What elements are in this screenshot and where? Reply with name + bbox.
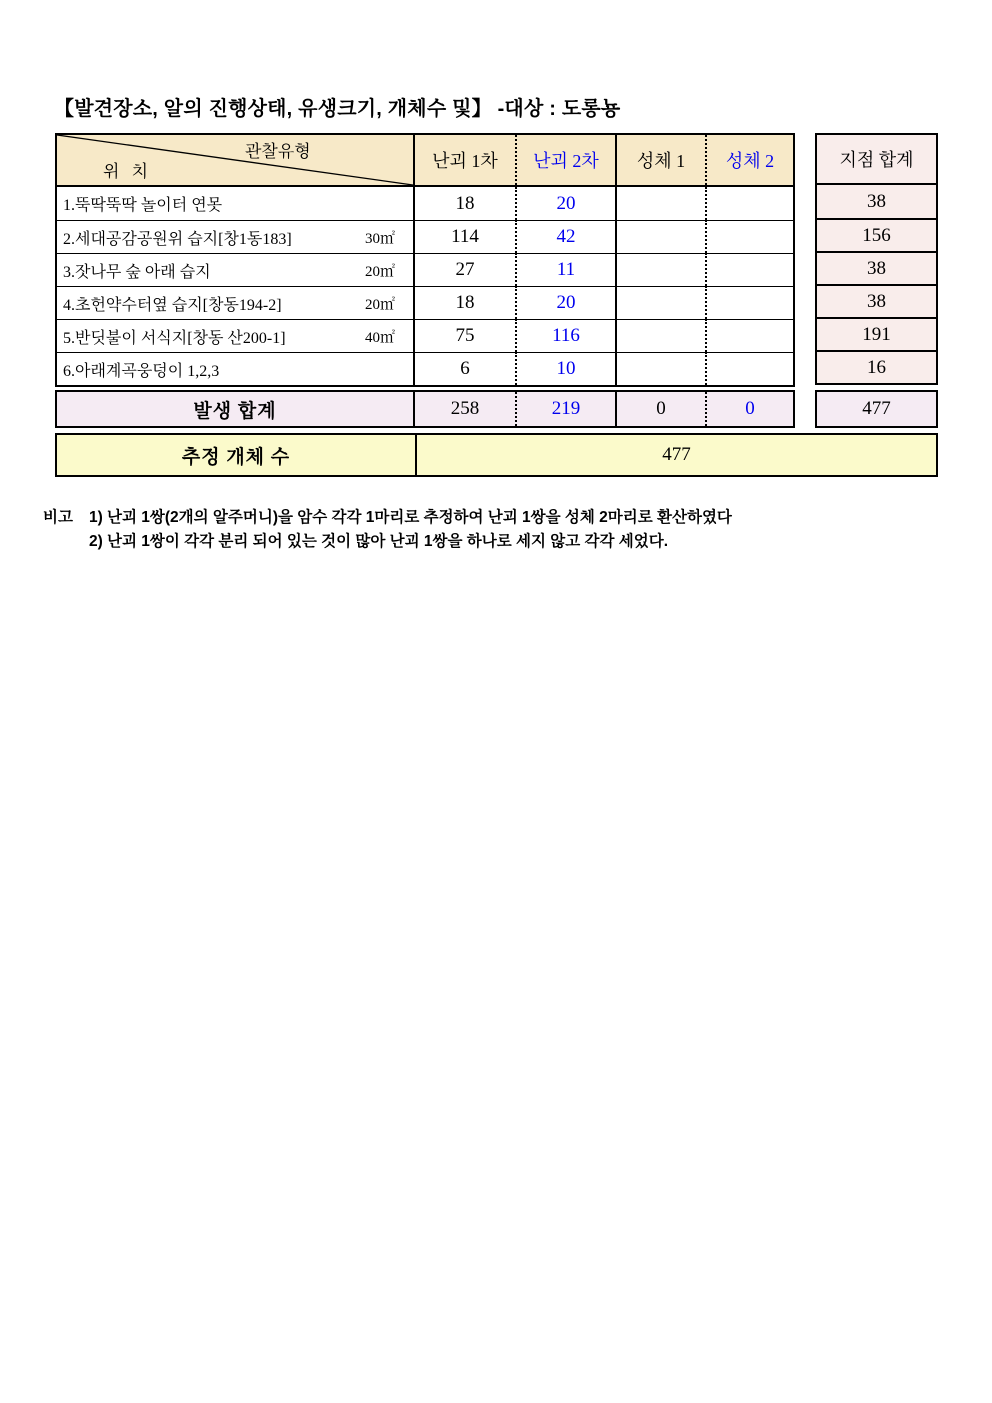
adult1-value [615,319,705,352]
estimated-count-label: 추정 개체 수 [57,435,417,475]
location-cell [57,187,413,220]
location-area: 20㎡ [364,263,395,280]
egg2-value: 20 [515,286,615,319]
egg1-value: 114 [413,220,515,253]
corner-header-cell [57,135,413,185]
location-area: 30㎡ [364,230,395,247]
column-header-egg1: 난괴 1차 [413,135,515,185]
location-cell [57,352,413,385]
adult1-value [615,187,705,220]
corner-observation-type-label: 관찰유형 [245,142,311,161]
adult2-value [705,220,793,253]
site-total-value: 38 [817,185,936,218]
egg1-value: 18 [413,286,515,319]
adult2-value [705,187,793,220]
site-total-value: 38 [817,251,936,284]
egg2-value: 116 [515,319,615,352]
grand-total-label: 발생 합계 [193,400,277,422]
adult1-value [615,220,705,253]
table-row [57,253,793,286]
location-text: 1.뚝딱뚝딱 놀이터 연못 [63,197,223,214]
site-total-value: 156 [817,218,936,251]
grand-total-adult2: 0 [705,392,793,426]
location-text: 6.아래계곡웅덩이 1,2,3 [63,362,220,380]
table-row [57,220,793,253]
site-total-header: 지점 합계 [817,135,936,185]
note-item: 1) 난괴 1쌍(2개의 알주머니)을 암수 각각 1마리로 추정하여 난괴 1쌍을 성체 2마리로 환산하였다 [88,509,732,526]
adult2-value [705,286,793,319]
grand-total-egg1: 258 [413,392,515,426]
location-text: 3.잣나무 숲 아래 습지 [63,263,211,281]
table-row [57,352,793,385]
location-cell [57,253,413,286]
table-row [57,319,793,352]
site-total-value: 16 [817,350,936,383]
location-cell [57,220,413,253]
notes-section [43,506,973,554]
site-total-value: 191 [817,317,936,350]
corner-location-label: 위 치 [103,162,153,181]
egg1-value: 6 [413,352,515,385]
estimated-count-row [55,433,938,477]
location-text: 2.세대공감공원위 습지[창1동183] [63,230,292,248]
adult1-value [615,253,705,286]
egg2-value: 11 [515,253,615,286]
table-header-row [57,135,793,187]
location-text: 5.반딧불이 서식지[창동 산200-1] [63,329,286,347]
site-total-table [815,133,938,385]
table-row [57,187,793,220]
egg1-value: 18 [413,187,515,220]
adult2-value [705,352,793,385]
egg1-value: 27 [413,253,515,286]
adult1-value [615,286,705,319]
location-text: 4.초헌약수터옆 습지[창동194-2] [63,296,282,314]
observation-table [55,133,795,387]
grand-total-egg2: 219 [515,392,615,426]
egg1-value: 75 [413,319,515,352]
page-title: 【발견장소, 알의 진행상태, 유생크기, 개체수 및】 -대상 : 도롱뇽 [54,98,621,120]
location-cell [57,319,413,352]
egg2-value: 10 [515,352,615,385]
estimated-count-value: 477 [662,444,691,465]
note-item: 2) 난괴 1쌍이 각각 분리 되어 있는 것이 많아 난괴 1쌍을 하나로 세지 않고 각각 세었다. [88,533,669,550]
column-header-adult1: 성체 1 [615,135,705,185]
adult1-value [615,352,705,385]
egg2-value: 42 [515,220,615,253]
column-header-egg2: 난괴 2차 [515,135,615,185]
notes-items [89,506,732,554]
adult2-value [705,253,793,286]
grand-total-site-value: 477 [815,390,938,428]
table-row [57,286,793,319]
notes-heading: 비고 [43,509,73,526]
location-area: 20㎡ [364,296,395,313]
location-area: 40㎡ [364,329,395,346]
egg2-value: 20 [515,187,615,220]
grand-total-adult1: 0 [615,392,705,426]
site-total-value: 38 [817,284,936,317]
adult2-value [705,319,793,352]
location-cell [57,286,413,319]
grand-total-row [55,390,795,428]
column-header-adult2: 성체 2 [705,135,793,185]
